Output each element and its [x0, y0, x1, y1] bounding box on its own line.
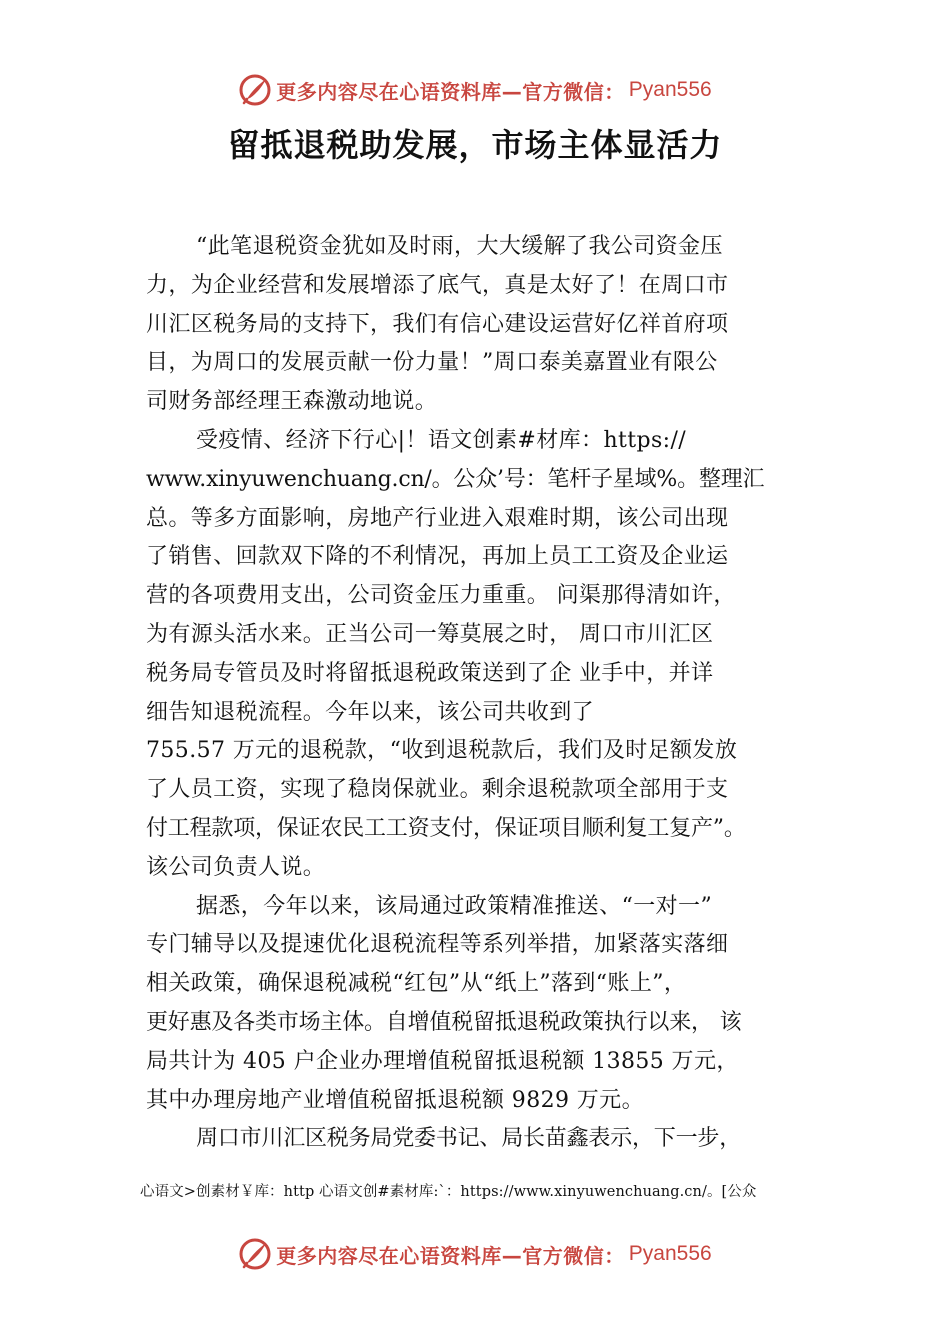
text-line: 营的各项费用支出，公司资金压力重重。 问渠那得清如许， — [146, 583, 736, 609]
text-line: 该公司负责人说。 — [146, 854, 326, 880]
banner-text: 更多内容尽在心语资料库—官方微信： — [276, 79, 625, 104]
text-line: www.xinyuwenchuang.cn/。公众’号：笔杆子星域%。整理汇 — [146, 466, 765, 492]
article-body — [146, 228, 826, 1159]
text-line: 据悉，今年以来，该局通过政策精准推送、“一对一” — [196, 893, 713, 919]
text-line: 了销售、回款双下降的不利情况，再加上员工工资及企业运 — [146, 544, 729, 570]
text-line: 力，为企业经营和发展增添了底气，真是太好了！在周口市 — [146, 272, 729, 298]
text-line: 专门辅导以及提速优化退税流程等系列举措，加紧落实落细 — [146, 932, 729, 958]
text-line: 更好惠及各类市场主体。自增值税留抵退税政策执行以来， 该 — [146, 1009, 742, 1035]
quill-logo-icon — [238, 1237, 272, 1271]
header-banner — [0, 70, 950, 110]
banner-wechat-id: Pyan556 — [628, 78, 712, 101]
footer-watermark-line: 心语文>创素材￥库：http 心语文创#素材库:`：https://www.xinyuwenchuang.cn/。[公众 — [140, 1184, 757, 1200]
banner-text: 更多内容尽在心语资料库—官方微信： — [276, 1243, 625, 1268]
text-line: 为有源头活水来。正当公司一筹莫展之时， 周口市川汇区 — [146, 621, 714, 647]
text-line: 司财务部经理王森激动地说。 — [146, 389, 438, 415]
text-line: 受疫情、经济下行心|！语文创素#材库：https:// — [196, 427, 687, 453]
page-title: 留抵退税助发展，市场主体显活力 — [227, 126, 723, 164]
text-line: 周口市川汇区税务局党委书记、局长苗鑫表示，下一步， — [196, 1126, 742, 1152]
text-line: 局共计为 405 户企业办理增值税留抵退税额 13855 万元， — [146, 1048, 739, 1074]
banner-wechat-id: Pyan556 — [628, 1242, 712, 1265]
text-line: 相关政策，确保退税减税“红包”从“纸上”落到“账上”， — [146, 971, 687, 997]
text-line: 税务局专管员及时将留抵退税政策送到了企 业手中，并详 — [146, 660, 714, 686]
text-line: 付工程款项，保证农民工工资支付，保证项目顺利复工复产”。 — [146, 815, 746, 841]
text-line: 755.57 万元的退税款，“收到退税款后，我们及时足额发放 — [146, 738, 738, 764]
text-line: 其中办理房地产业增值税留抵退税额 9829 万元。 — [146, 1087, 644, 1113]
text-line: 总。等多方面影响，房地产行业进入艰难时期，该公司出现 — [146, 505, 729, 531]
quill-logo-icon — [238, 73, 272, 107]
footer-banner — [0, 1234, 950, 1274]
text-line: 了人员工资，实现了稳岗保就业。剩余退税款项全部用于支 — [146, 777, 729, 803]
text-line: 川汇区税务局的支持下，我们有信心建设运营好亿祥首府项 — [146, 311, 729, 337]
text-line: 细告知退税流程。今年以来，该公司共收到了 — [146, 699, 595, 725]
text-line: “此笔退税资金犹如及时雨，大大缓解了我公司资金压 — [196, 234, 723, 259]
text-line: 目，为周口的发展贡献一份力量！”周口泰美嘉置业有限公 — [146, 350, 718, 376]
